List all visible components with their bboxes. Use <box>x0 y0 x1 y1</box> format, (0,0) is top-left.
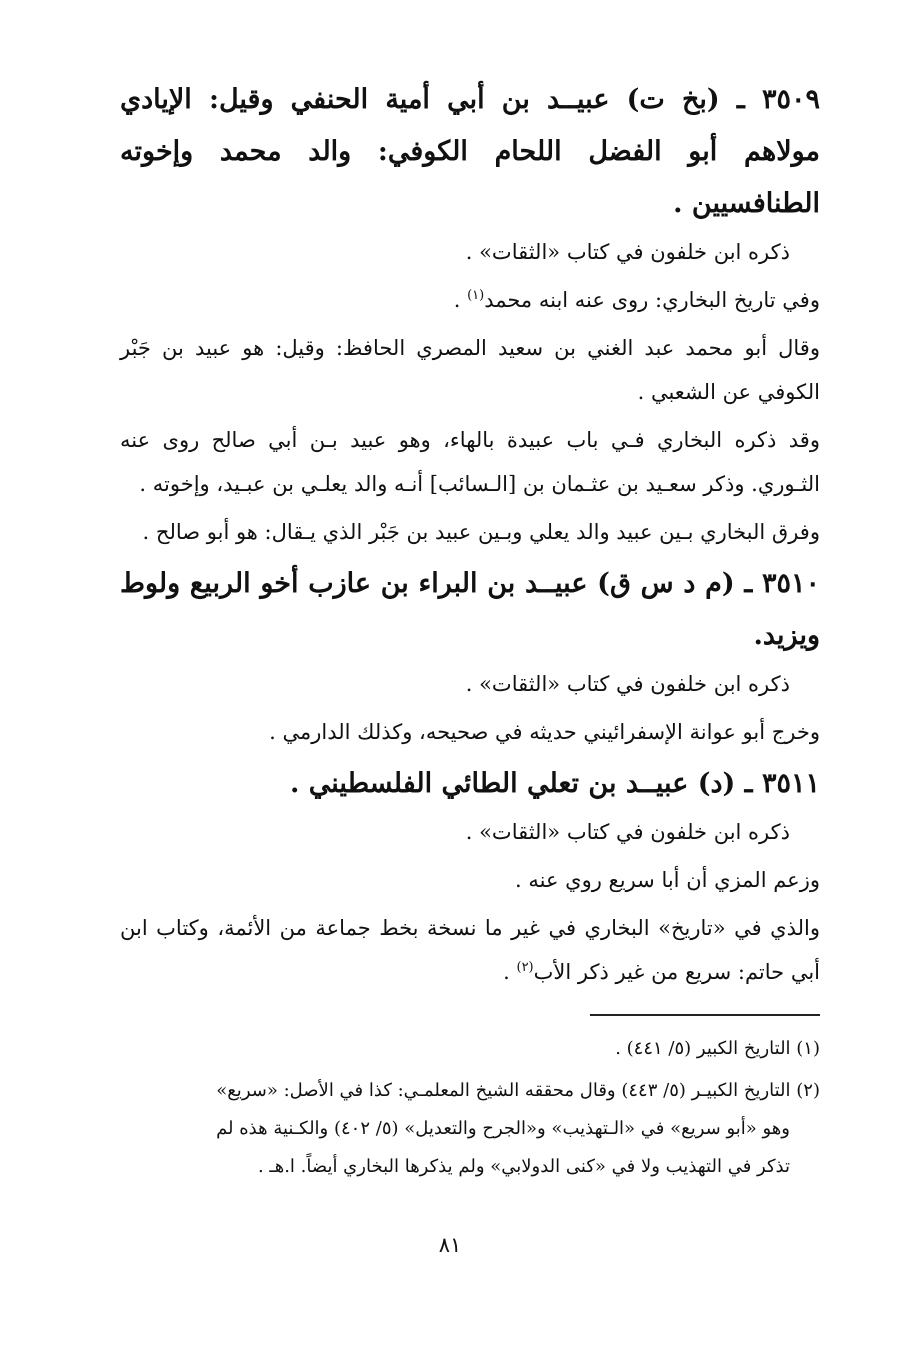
paragraph: ذكره ابن خلفون في كتاب «الثقات» . <box>465 240 790 264</box>
entry-3510 <box>120 558 820 754</box>
paragraph: وزعم المزي أن أبا سريع روي عنه . <box>515 868 820 892</box>
footnotes <box>120 1030 820 1186</box>
paragraph: ذكره ابن خلفون في كتاب «الثقات» . <box>465 820 790 844</box>
paragraph-text: والذي في «تاريخ» البخاري في غير ما نسخة بخط جماعة من الأئمة، وكتاب ابن أبي حاتم: سريع من غير ذكر الأب <box>120 916 820 984</box>
entry-heading: ٣٥٠٩ ـ (بخ ت) عبيــد بن أبي أمية الحنفي وقيل: الإيادي مولاهم أبو الفضل اللحام الكوفي: والد محمد وإخوته الطنافسيين . <box>120 84 820 219</box>
paragraph-text: وفي تاريخ البخاري: روى عنه ابنه محمد <box>484 288 820 312</box>
paragraph <box>120 906 820 994</box>
footnote-2 <box>120 1072 820 1186</box>
entry-heading: ٣٥١٠ ـ (م د س ق) عبيــد بن البراء بن عازب أخو الربيع ولوط ويزيد. <box>120 568 820 651</box>
paragraph-trail: . <box>503 960 517 984</box>
entry-heading: ٣٥١١ ـ (د) عبيــد بن تعلي الطائي الفلسطيني . <box>289 768 820 799</box>
paragraph: وقد ذكره البخاري فـي باب عبيدة بالهاء، وهو عبيد بـن أبي صالح روى عنه الثـوري. وذكر سعـيد بن عثـمان بن [الـسائب] أنـه والد يعلـي بن عبـيد، وإخوته . <box>120 428 820 496</box>
paragraph: ذكره ابن خلفون في كتاب «الثقات» . <box>465 672 790 696</box>
paragraph: وقال أبو محمد عبد الغني بن سعيد المصري الحافظ: وقيل: هو عبيد بن جَبْر الكوفي عن الشعبي . <box>120 336 820 404</box>
footnote-1: (١) التاريخ الكبير (٥/ ٤٤١) . <box>615 1038 820 1059</box>
footnote-ref[interactable]: (٢) <box>516 960 534 975</box>
paragraph <box>120 278 820 322</box>
footnote-2-line-2: وهو «أبو سريع» في «الـتهذيب» و«الجرح والتعديل» (٥/ ٤٠٢) والكـنية هذه لم <box>216 1118 790 1139</box>
footnote-2-line-3: تذكر في التهذيب ولا في «كنى الدولابي» ولم يذكرها البخاري أيضاً. ا.هـ . <box>257 1156 790 1177</box>
footnote-ref[interactable]: (١) <box>467 288 485 303</box>
entry-3511 <box>120 758 820 994</box>
footnote-divider <box>590 1014 820 1016</box>
entry-3509 <box>120 74 820 554</box>
paragraph: وخرج أبو عوانة الإسفرائيني حديثه في صحيحه، وكذلك الدارمي . <box>269 720 820 744</box>
paragraph-trail: . <box>453 288 468 312</box>
paragraph: وفرق البخاري بـين عبيد والد يعلي وبـين عبيد بن جَبْر الذي يـقال: هو أبو صالح . <box>142 520 820 544</box>
page-number: ٨١ <box>438 1233 462 1257</box>
footnote-2-line-1: (٢) التاريخ الكبيـر (٥/ ٤٤٣) وقال محققه الشيخ المعلمـي: كذا في الأصل: «سريع» <box>216 1080 820 1101</box>
document-page <box>120 74 820 1190</box>
